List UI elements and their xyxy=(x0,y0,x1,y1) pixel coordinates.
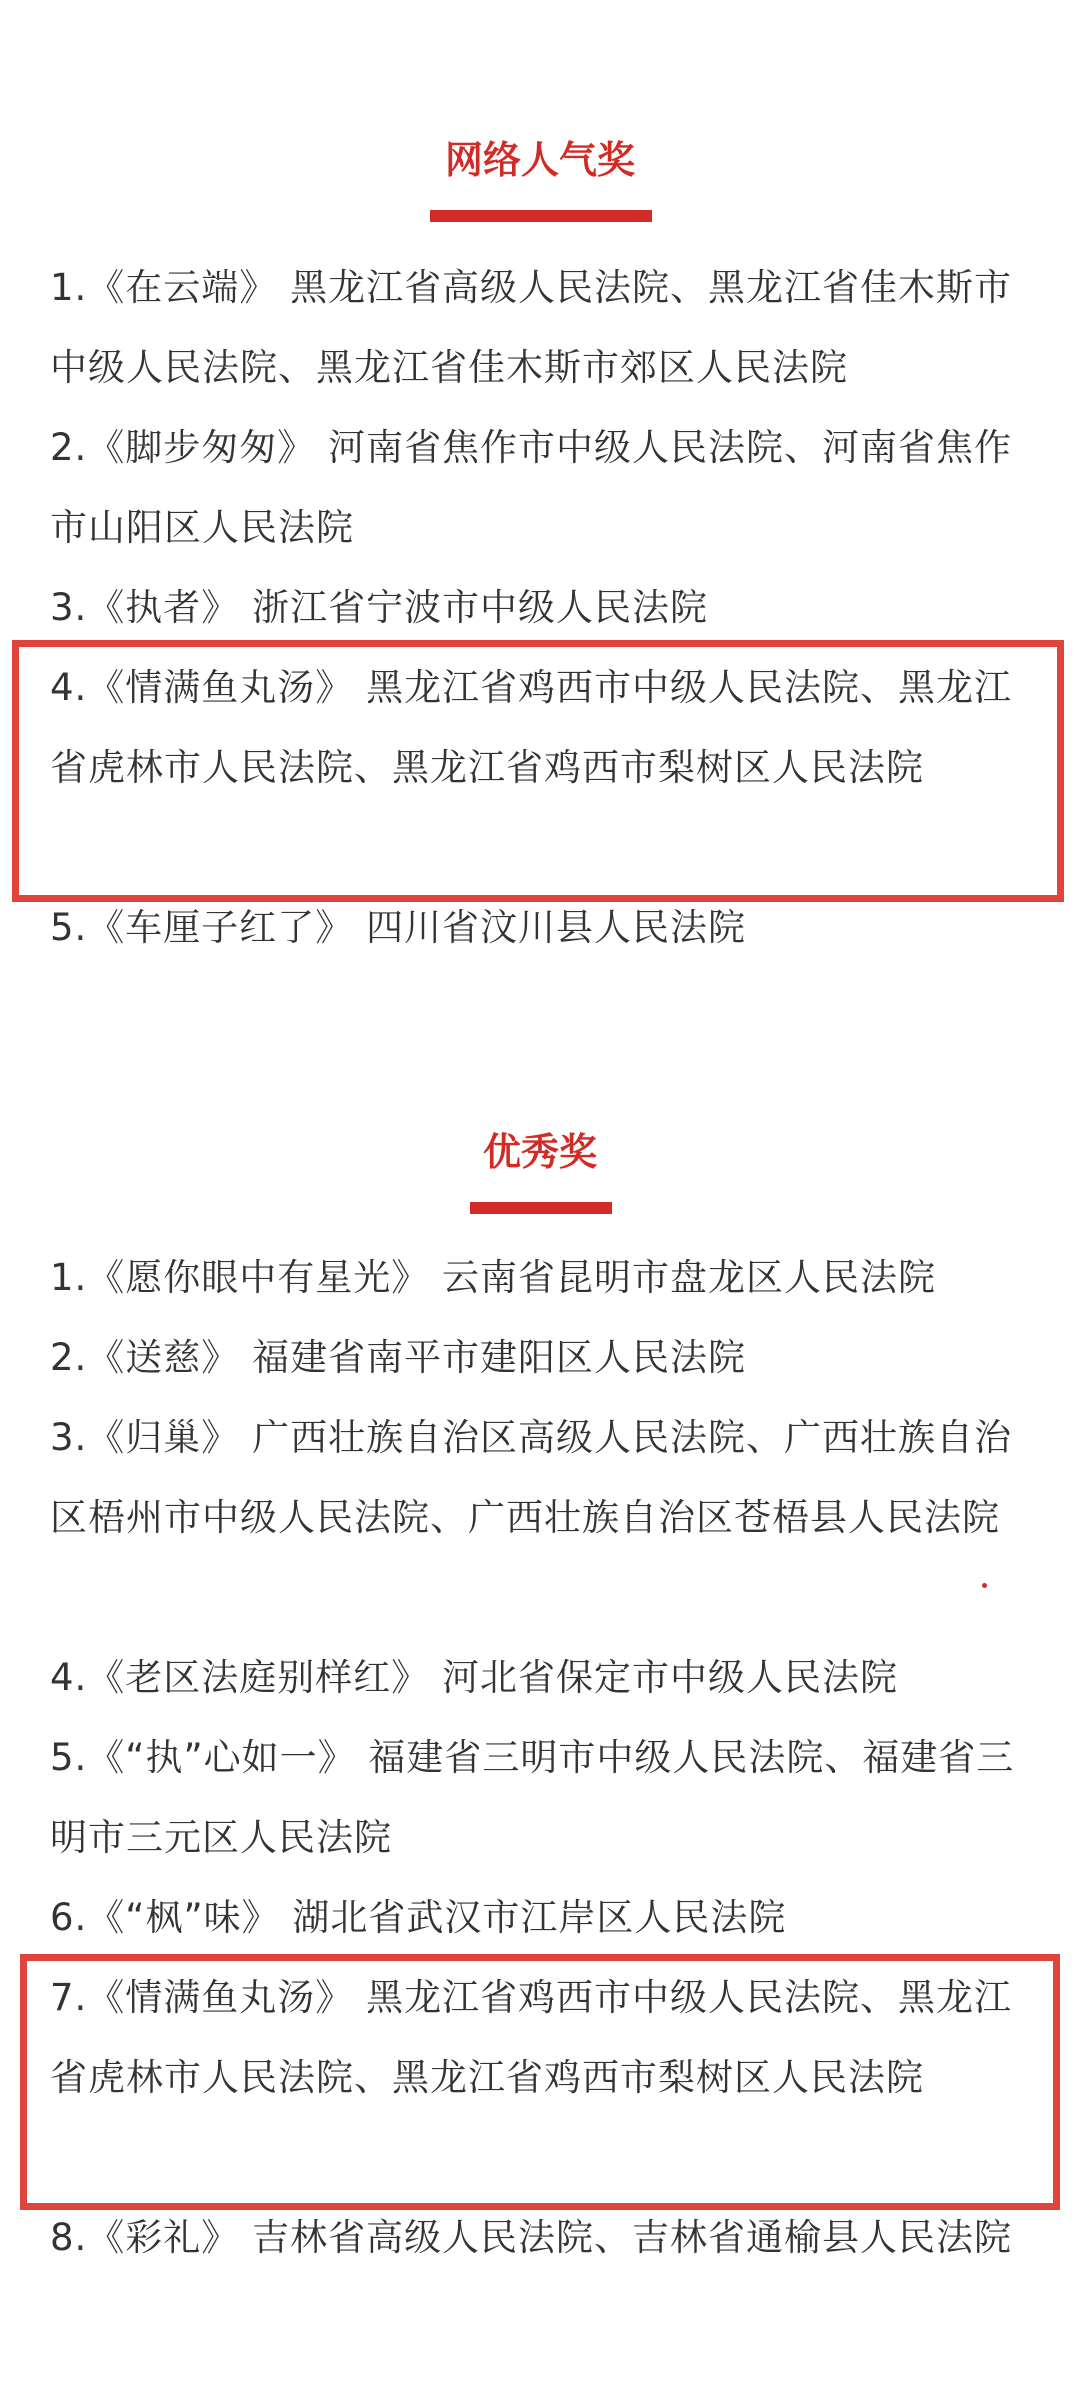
section-title-popularity-award: 网络人气奖 xyxy=(444,138,635,182)
list-item: 4.《情满鱼丸汤》 黑龙江省鸡西市中级人民法院、黑龙江省虎林市人民法院、黑龙江省鸡西市梨树区人民法院 xyxy=(50,666,1013,789)
list-item: 2.《脚步匆匆》 河南省焦作市中级人民法院、河南省焦作市山阳区人民法院 xyxy=(50,426,1013,549)
list-item: 1.《在云端》 黑龙江省高级人民法院、黑龙江省佳木斯市中级人民法院、黑龙江省佳木斯市郊区人民法院 xyxy=(50,266,1013,389)
list-item: 3.《执者》 浙江省宁波市中级人民法院 xyxy=(50,586,709,629)
section-title-excellence-award: 优秀奖 xyxy=(482,1130,597,1174)
list-item: 3.《归巢》 广西壮族自治区高级人民法院、广西壮族自治区梧州市中级人民法院、广西壮族自治区苍梧县人民法院 xyxy=(50,1416,1013,1539)
list-item: 2.《送慈》 福建省南平市建阳区人民法院 xyxy=(50,1336,747,1379)
list-item: 6.《“枫”味》 湖北省武汉市江岸区人民法院 xyxy=(50,1896,787,1939)
list-item: 1.《愿你眼中有星光》 云南省昆明市盘龙区人民法院 xyxy=(50,1256,937,1299)
section-title-underline xyxy=(470,1202,612,1214)
list-item: 5.《车厘子红了》 四川省汶川县人民法院 xyxy=(50,906,747,949)
list-item: 8.《彩礼》 吉林省高级人民法院、吉林省通榆县人民法院 xyxy=(50,2216,1013,2259)
section-title-underline xyxy=(430,210,652,222)
stray-dot xyxy=(982,1583,987,1588)
list-item: 4.《老区法庭别样红》 河北省保定市中级人民法院 xyxy=(50,1656,899,1699)
list-item: 7.《情满鱼丸汤》 黑龙江省鸡西市中级人民法院、黑龙江省虎林市人民法院、黑龙江省鸡西市梨树区人民法院 xyxy=(50,1976,1013,2099)
list-item: 5.《“执”心如一》 福建省三明市中级人民法院、福建省三明市三元区人民法院 xyxy=(50,1736,1015,1859)
